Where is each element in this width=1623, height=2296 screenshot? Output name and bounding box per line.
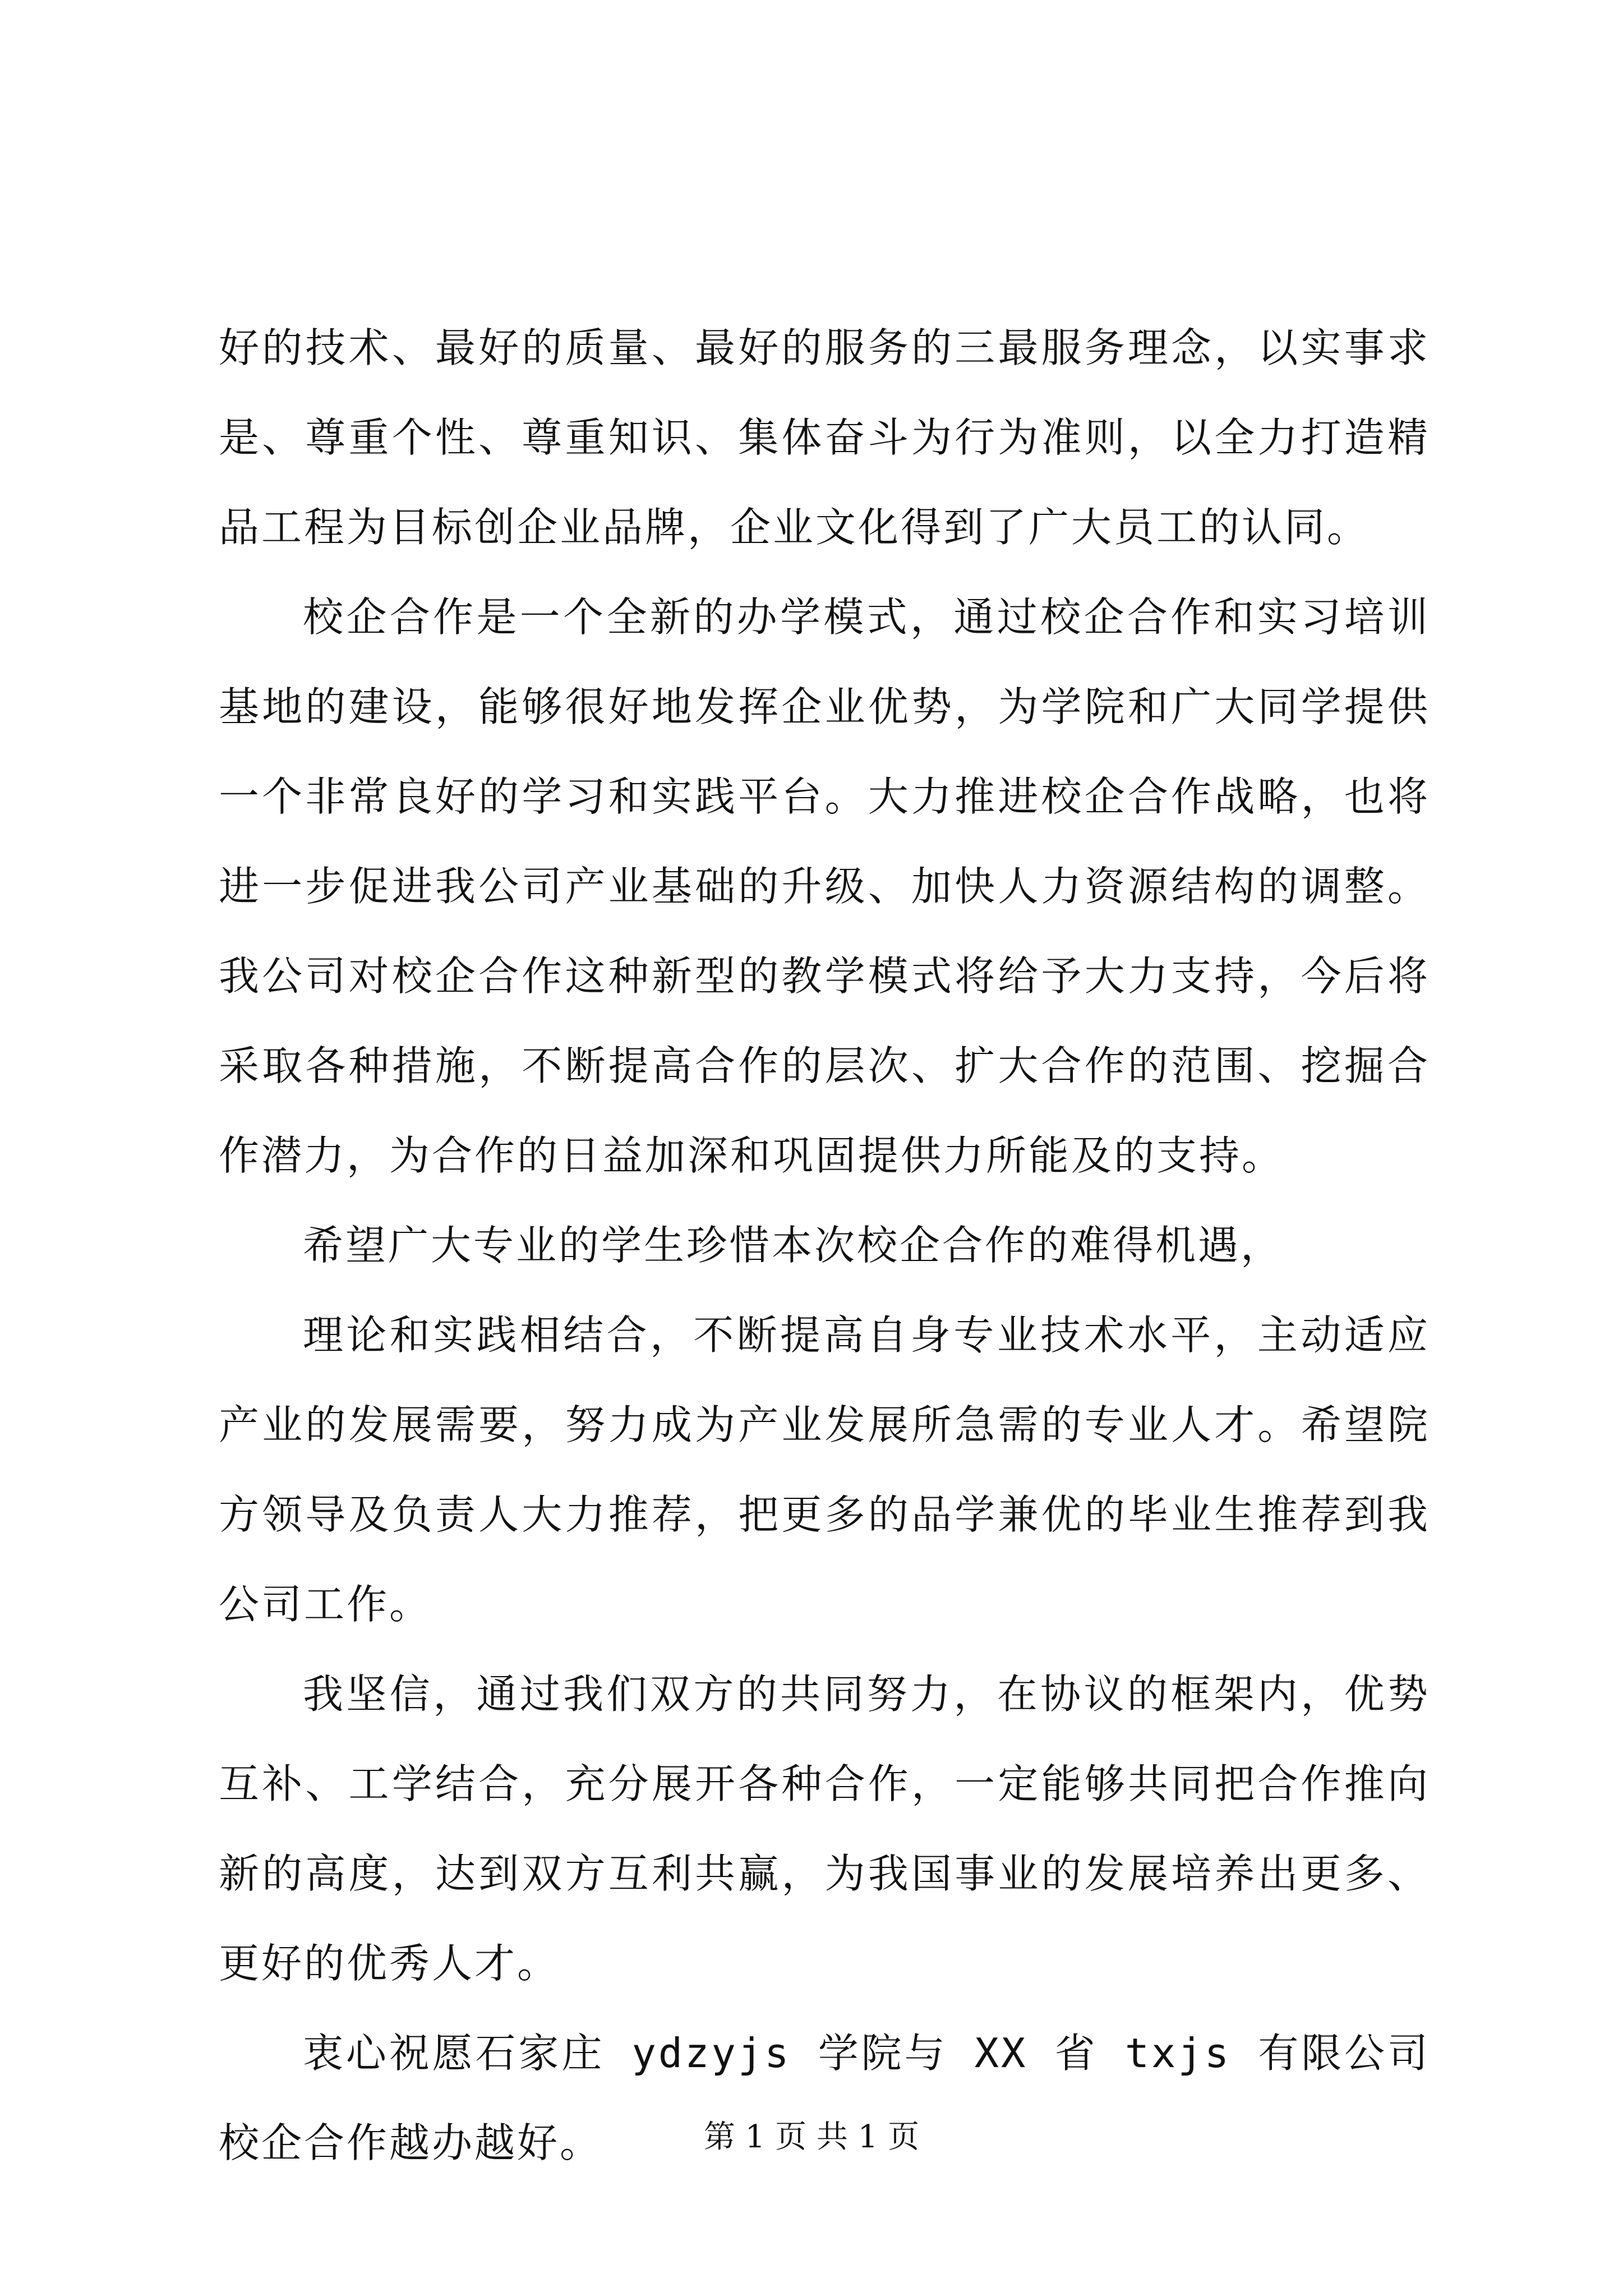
paragraph-4: 理论和实践相结合，不断提高自身专业技术水平，主动适应产业的发展需要，努力成为产业发展所急需的专业人才。希望院方领导及负责人大力推荐，把更多的品学兼优的毕业生推荐到我公司工作。 bbox=[219, 1312, 1430, 1628]
paragraph-2: 校企合作是一个全新的办学模式，通过校企合作和实习培训基地的建设，能够很好地发挥企业优势，为学院和广大同学提供一个非常良好的学习和实践平台。大力推进校企合作战略，也将进一步促进我公司产业基础的升级、加快人力资源结构的调整。我公司对校企合作这种新型的教学模式将给予大力支持，今后将采取各种措施，不断提高合作的层次、扩大合作的范围、挖掘合作潜力，为合作的日益加深和巩固提供力所能及的支持。 bbox=[219, 593, 1430, 1179]
paragraph-6: 衷心祝愿石家庄 ydzyjs 学院与 XX 省 txjs 有限公司校企合作越办越好。 bbox=[219, 2030, 1430, 2166]
paragraph-1: 好的技术、最好的质量、最好的服务的三最服务理念，以实事求是、尊重个性、尊重知识、集体奋斗为行为准则，以全力打造精品工程为目标创企业品牌，企业文化得到了广大员工的认同。 bbox=[219, 324, 1430, 551]
page-number-footer: 第 1 页 共 1 页 bbox=[703, 2119, 920, 2155]
paragraph-5: 我坚信，通过我们双方的共同努力，在协议的框架内，优势互补、工学结合，充分展开各种合作，一定能够共同把合作推向新的高度，达到双方互利共赢，为我国事业的发展培养出更多、更好的优秀人才。 bbox=[219, 1671, 1430, 1987]
document-body bbox=[219, 303, 1430, 2188]
paragraph-3: 希望广大专业的学生珍惜本次校企合作的难得机遇， bbox=[303, 1222, 1284, 1269]
